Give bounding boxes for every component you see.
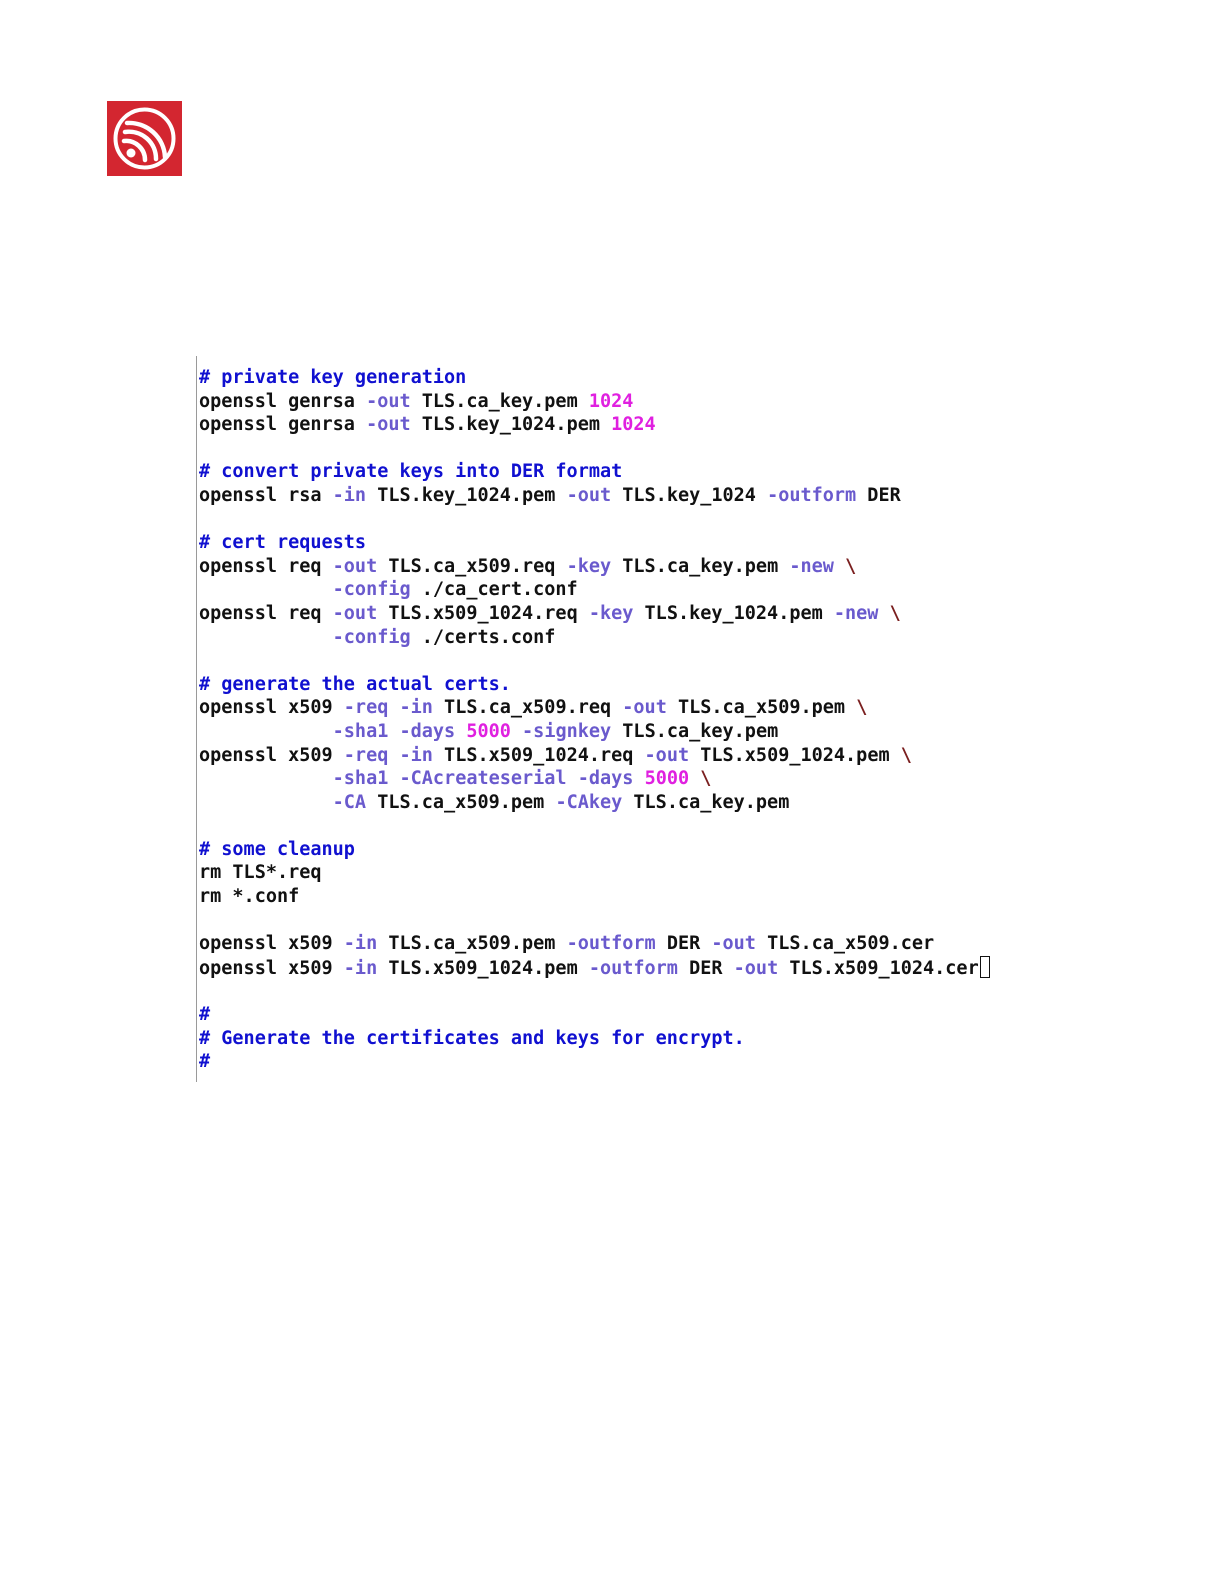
code-token-text <box>388 745 399 766</box>
code-token-flag: -out <box>332 555 378 577</box>
code-token-comment: # Generate the certificates and keys for encrypt. <box>199 1027 745 1049</box>
code-token-text: TLS.x509_1024.cer <box>778 957 979 979</box>
code-token-flag: -CA <box>332 791 367 813</box>
code-token-text: openssl x509 <box>199 697 344 719</box>
code-token-comment: # convert private keys into DER format <box>199 461 623 483</box>
code-line <box>199 460 1016 484</box>
code-token-text: TLS.x509_1024.pem <box>689 744 901 766</box>
code-token-text <box>834 556 845 577</box>
code-token-text: TLS.ca_key.pem <box>622 791 790 813</box>
code-line <box>199 390 1016 414</box>
code-token-comment: # generate the actual certs. <box>199 673 511 695</box>
code-token-flag: -out <box>566 484 612 506</box>
code-token-flag: -req <box>343 744 389 766</box>
code-line <box>199 578 1016 602</box>
code-token-text: openssl x509 <box>199 957 344 979</box>
code-token-text: TLS.ca_x509.pem <box>666 697 857 719</box>
code-token-flag: -days <box>577 768 634 790</box>
code-token-text: TLS.ca_x509.req <box>432 697 623 719</box>
code-line <box>199 626 1016 650</box>
code-token-flag: -outform <box>767 484 857 506</box>
code-token-text <box>199 768 333 789</box>
code-token-text: openssl req <box>199 602 333 624</box>
code-token-comment: # some cleanup <box>199 838 355 860</box>
code-token-text: TLS.key_1024.pem <box>633 602 834 624</box>
code-line <box>199 673 1016 697</box>
code-token-cont: \ <box>889 602 901 624</box>
code-token-flag: -in <box>343 933 378 955</box>
code-token-text: TLS.ca_x509.req <box>377 555 567 577</box>
code-token-comment: # <box>199 1051 211 1073</box>
code-line <box>199 649 1016 673</box>
code-line <box>199 531 1016 555</box>
code-line <box>199 508 1016 532</box>
code-token-comment: # cert requests <box>199 532 367 554</box>
code-token-flag: -in <box>332 484 367 506</box>
code-line <box>199 720 1016 744</box>
code-token-flag: -new <box>833 602 879 624</box>
code-line <box>199 602 1016 626</box>
code-line <box>199 767 1016 791</box>
code-token-text <box>567 768 578 789</box>
code-token-flag: -out <box>622 697 667 719</box>
code-line <box>199 1050 1016 1074</box>
code-token-text: TLS.ca_key.pem <box>611 720 779 742</box>
code-token-text: TLS.ca_x509.pem <box>366 791 556 813</box>
code-token-text: DER <box>655 933 712 955</box>
code-line <box>199 744 1016 768</box>
code-token-text: TLS.x509_1024.req <box>432 744 645 766</box>
code-token-text: DER <box>856 484 901 506</box>
code-token-text <box>199 579 333 600</box>
code-token-flag: -CAcreateserial <box>399 768 567 790</box>
code-line <box>199 838 1016 862</box>
text-cursor <box>980 956 990 978</box>
code-listing <box>196 356 1016 1082</box>
code-token-text: openssl x509 <box>199 744 344 766</box>
code-token-text <box>388 697 399 718</box>
code-token-text: TLS.x509_1024.pem <box>377 957 589 979</box>
espressif-logo <box>107 101 182 176</box>
code-token-text: ./ca_cert.conf <box>410 579 578 601</box>
code-token-text <box>511 721 522 742</box>
code-token-text: ./certs.conf <box>410 626 556 648</box>
code-token-cont: \ <box>856 697 868 719</box>
code-token-text: openssl genrsa <box>199 390 367 412</box>
code-token-text <box>199 721 333 742</box>
code-token-text: openssl req <box>199 555 333 577</box>
code-token-flag: -days <box>399 720 456 742</box>
code-token-cont: \ <box>700 768 712 790</box>
code-token-flag: -out <box>366 414 411 436</box>
code-token-flag: -outform <box>566 933 656 955</box>
code-token-text: TLS.key_1024.pem <box>410 414 612 436</box>
code-token-number: 1024 <box>611 414 656 436</box>
code-token-flag: -outform <box>588 957 678 979</box>
code-line <box>199 1027 1016 1051</box>
code-token-comment: # private key generation <box>199 367 467 388</box>
code-line <box>199 484 1016 508</box>
code-line <box>199 979 1016 1003</box>
code-line <box>199 956 1016 980</box>
code-token-flag: -in <box>343 957 378 979</box>
code-token-comment: # <box>199 1004 211 1026</box>
code-token-text <box>878 603 889 624</box>
code-token-flag: -req <box>343 697 389 719</box>
code-token-text <box>388 721 399 742</box>
code-token-text <box>633 768 644 789</box>
code-token-flag: -sha1 <box>332 768 389 790</box>
code-token-flag: -in <box>399 697 433 719</box>
code-token-text: DER <box>677 957 734 979</box>
code-token-number: 5000 <box>466 720 511 742</box>
code-token-text: TLS.ca_x509.cer <box>755 933 935 955</box>
code-token-text <box>455 721 466 742</box>
code-token-flag: -out <box>711 933 756 955</box>
code-token-text: openssl rsa <box>199 484 333 506</box>
code-token-text: rm *.conf <box>199 886 300 908</box>
code-token-flag: -config <box>332 579 411 601</box>
code-token-text <box>199 627 333 648</box>
code-line <box>199 861 1016 885</box>
code-line <box>199 555 1016 579</box>
code-token-cont: \ <box>900 744 912 766</box>
code-token-text: openssl x509 <box>199 933 344 955</box>
code-token-text: TLS.x509_1024.req <box>377 602 589 624</box>
code-token-flag: -out <box>332 602 378 624</box>
code-line <box>199 932 1016 956</box>
code-token-number: 5000 <box>644 768 690 790</box>
code-token-text: TLS.ca_x509.pem <box>377 933 567 955</box>
code-token-flag: -CAkey <box>555 791 623 813</box>
code-line <box>199 814 1016 838</box>
code-line <box>199 366 1016 390</box>
code-token-text: TLS.key_1024.pem <box>366 484 567 506</box>
code-token-flag: -out <box>366 390 411 412</box>
code-line <box>199 413 1016 437</box>
code-token-text: openssl genrsa <box>199 414 367 436</box>
code-line <box>199 791 1016 815</box>
code-line <box>199 885 1016 909</box>
code-token-cont: \ <box>845 555 857 577</box>
code-line <box>199 1003 1016 1027</box>
code-token-text: rm TLS*.req <box>199 862 322 884</box>
code-token-flag: -out <box>644 744 690 766</box>
code-line <box>199 909 1016 933</box>
code-token-flag: -sha1 <box>332 720 389 742</box>
code-token-number: 1024 <box>588 390 634 412</box>
code-token-flag: -out <box>733 957 779 979</box>
code-line <box>199 437 1016 461</box>
code-token-flag: -new <box>789 555 834 577</box>
code-token-flag: -signkey <box>522 720 612 742</box>
code-token-text <box>388 768 399 789</box>
code-token-text <box>689 768 700 789</box>
code-token-flag: -in <box>399 744 433 766</box>
code-token-flag: -key <box>588 602 634 624</box>
code-line <box>199 696 1016 720</box>
code-token-text: TLS.ca_key.pem <box>410 390 589 412</box>
code-token-flag: -config <box>332 626 411 648</box>
code-token-text: TLS.ca_key.pem <box>611 555 790 577</box>
code-token-flag: -key <box>566 555 612 577</box>
code-token-text: TLS.key_1024 <box>611 484 768 506</box>
code-token-text <box>199 792 333 813</box>
